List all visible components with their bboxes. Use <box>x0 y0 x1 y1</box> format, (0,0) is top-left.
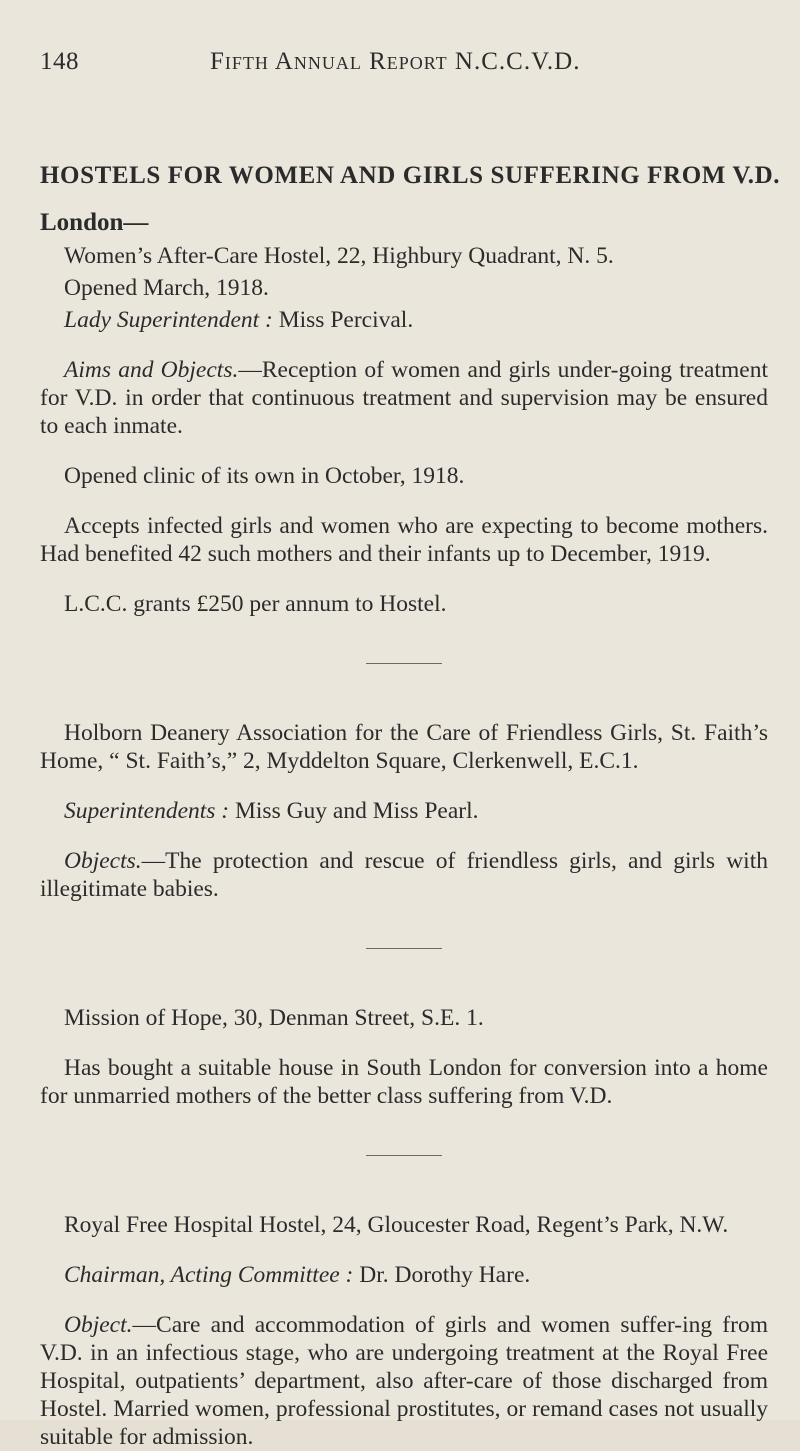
object-label: Object. <box>64 1312 133 1338</box>
running-head <box>40 48 760 88</box>
objects-paragraph <box>40 847 768 903</box>
aims-text: —Reception of women and girls under-going treatment for V.D. in order that continuous treatment and supervision may be ensured to each inmate. <box>40 357 768 439</box>
accepts-paragraph: Accepts infected girls and women who are expecting to become mothers. Had benefited 42 such mothers and their infants up to December, 1919. <box>40 513 768 567</box>
objects-label: Objects. <box>64 848 142 874</box>
hostel-name: Holborn Deanery Association for the Care of Friendless Girls, St. Faith’s Home, “ St. Faith’s,” 2, Myddelton Square, Clerkenwell, E.C.1. <box>40 720 768 774</box>
section-divider <box>366 948 442 949</box>
page-number: 148 <box>40 48 79 75</box>
report-title: Fifth Annual Report N.C.C.V.D. <box>210 48 581 75</box>
grant-paragraph: L.C.C. grants £250 per annum to Hostel. <box>64 591 447 617</box>
section-divider <box>366 663 442 664</box>
hostel-name: Royal Free Hospital Hostel, 24, Gloucester Road, Regent’s Park, N.W. <box>64 1212 729 1238</box>
superintendent-value: Miss Percival. <box>278 307 414 333</box>
hostel-entry-highbury <box>40 242 768 618</box>
aims-paragraph <box>40 356 768 440</box>
city-heading: London— <box>40 209 149 236</box>
chairman-line <box>40 1261 768 1289</box>
superintendents-value: Miss Guy and Miss Pearl. <box>235 798 479 824</box>
content <box>40 160 781 1451</box>
section-heading: HOSTELS FOR WOMEN AND GIRLS SUFFERING FROM V.D. <box>40 162 781 189</box>
hostel-entry-holborn <box>40 719 768 903</box>
superintendent-line <box>40 306 768 334</box>
opened-date: Opened March, 1918. <box>64 275 269 301</box>
mission-paragraph: Has bought a suitable house in South London for conversion into a home for unmarried mothers of the better class suffering from V.D. <box>40 1055 768 1109</box>
superintendents-line <box>40 797 768 825</box>
hostel-name: Women’s After-Care Hostel, 22, Highbury Quadrant, N. 5. <box>64 243 614 269</box>
chairman-label: Chairman, Acting Committee : <box>64 1262 354 1288</box>
objects-text: —The protection and rescue of friendless girls, and girls with illegitimate babies. <box>40 848 768 902</box>
section-divider <box>366 1155 442 1156</box>
aims-label: Aims and Objects. <box>64 357 239 383</box>
hostel-entry-royal-free <box>40 1211 768 1451</box>
object-paragraph <box>40 1311 768 1451</box>
object-text: —Care and accommodation of girls and women suffer-ing from V.D. in an infectious stage, who are undergoing treatment at the Royal Free Hospital, outpatients’ department, also after-care of those discharged from Hostel. Married women, professional prostitutes, or remand cases not usually suitable for admission. <box>40 1312 768 1450</box>
hostel-name: Mission of Hope, 30, Denman Street, S.E. 1. <box>64 1005 484 1031</box>
superintendents-label: Superintendents : <box>64 798 230 824</box>
superintendent-label: Lady Superintendent : <box>64 307 273 333</box>
chairman-value: Dr. Dorothy Hare. <box>359 1262 531 1288</box>
hostel-entry-mission-of-hope <box>40 1004 768 1110</box>
clinic-paragraph: Opened clinic of its own in October, 1918. <box>64 463 465 489</box>
